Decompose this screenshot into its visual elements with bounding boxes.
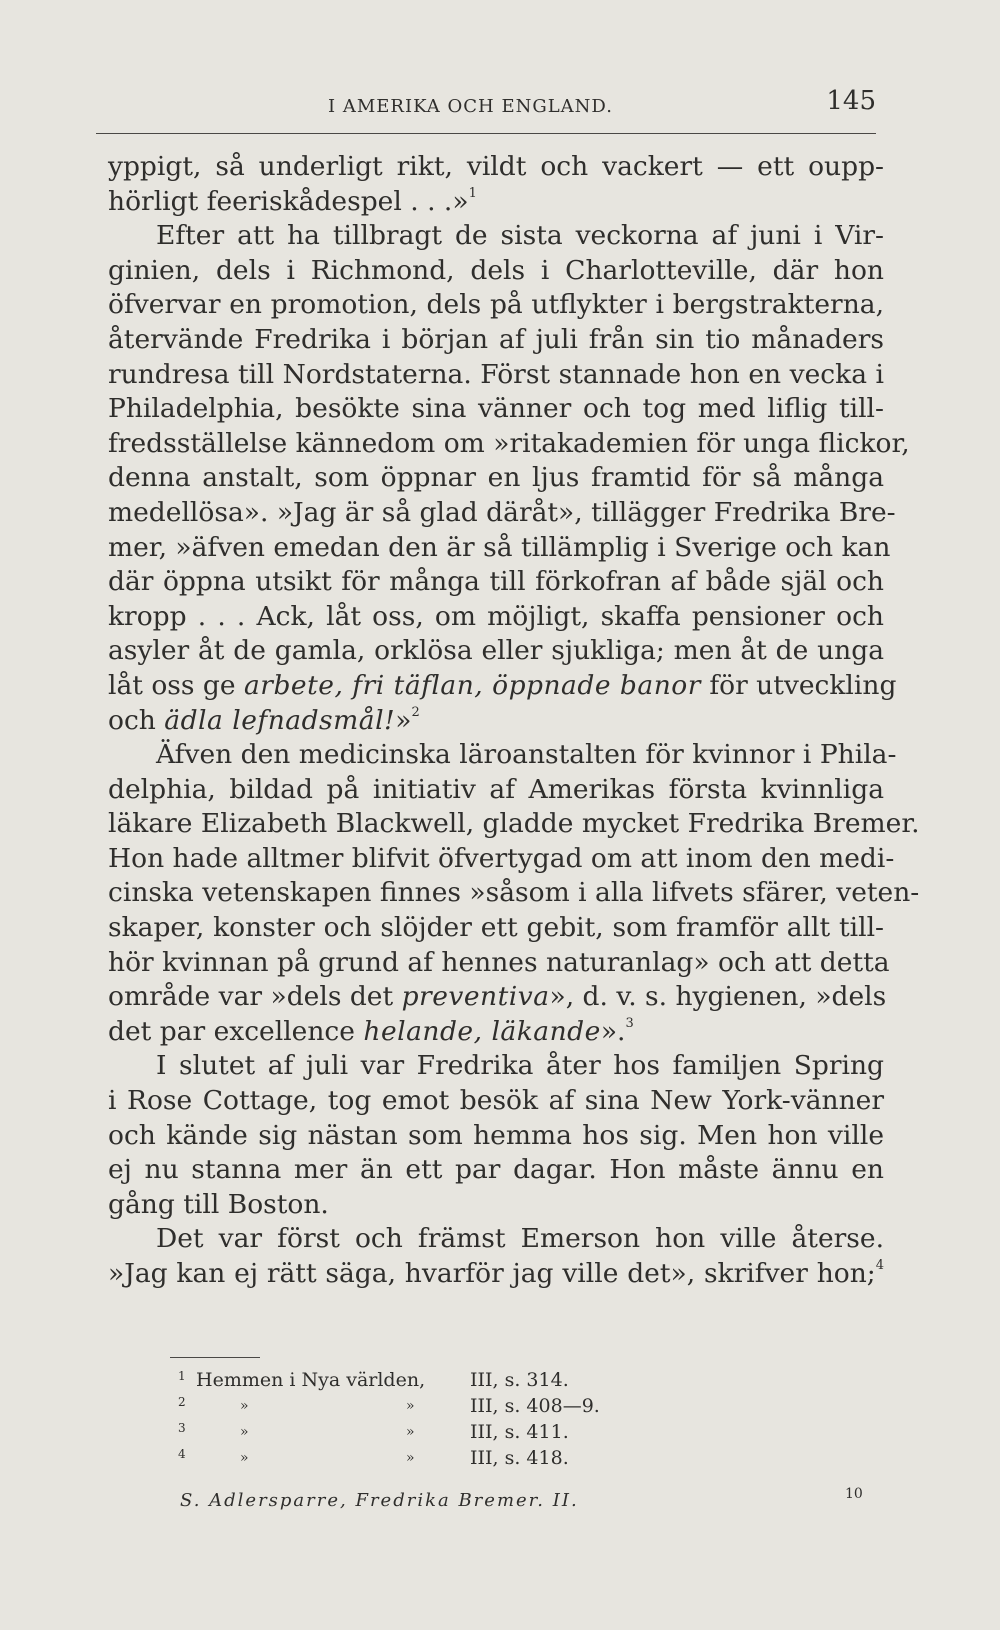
sheet-number: 10 bbox=[845, 1486, 863, 1502]
header-rule bbox=[96, 133, 876, 134]
text-line: medellösa». »Jag är så glad däråt», tillägger Fredrika Bre- bbox=[108, 496, 896, 528]
note-ref: 4 bbox=[875, 1258, 884, 1274]
text-line: Det var först och främst Emerson hon ville återse. bbox=[156, 1223, 884, 1255]
footnote-rule bbox=[170, 1357, 260, 1358]
text-line: område var »dels det preventiva», d. v. s. hygienen, »dels bbox=[108, 981, 887, 1013]
note-ref: 3 bbox=[625, 1016, 634, 1032]
text-line: återvände Fredrika i början af juli från sin tio månaders bbox=[108, 323, 884, 355]
signature-line: S. Adlersparre, Fredrika Bremer. II. bbox=[180, 1490, 579, 1511]
text-line: öfvervar en promotion, dels på utflykter i bergstrakterna, bbox=[108, 289, 884, 321]
text-line: kropp . . . Ack, låt oss, om möjligt, skaffa pensioner och bbox=[108, 600, 884, 632]
note-ref: 1 bbox=[468, 185, 477, 201]
text-line: och ädla lefnadsmål!»$^2$ bbox=[108, 704, 420, 736]
footnote-ref: III, s. 411. bbox=[470, 1421, 569, 1443]
body-text bbox=[108, 150, 920, 1292]
text-line: mer, »äfven emedan den är så tillämplig i Sverige och kan bbox=[108, 531, 891, 563]
text-line: Philadelphia, besökte sina vänner och tog med liflig till- bbox=[108, 393, 884, 425]
text-line: ej nu stanna mer än ett par dagar. Hon måste ännu en bbox=[108, 1154, 884, 1186]
footnote-ref: III, s. 418. bbox=[470, 1447, 569, 1469]
footnote-number: 3 bbox=[178, 1421, 186, 1435]
footnote-number: 1 bbox=[178, 1369, 186, 1383]
footnote-number: 2 bbox=[178, 1395, 186, 1409]
footnote-source: Hemmen i Nya världen, bbox=[196, 1369, 426, 1391]
footnote-ref: III, s. 408—9. bbox=[470, 1395, 600, 1417]
ditto-mark: » bbox=[240, 1450, 249, 1466]
text-line: »Jag kan ej rätt säga, hvarför jag ville det», skrifver hon;$^4$ bbox=[108, 1258, 884, 1289]
footnote-number: 4 bbox=[178, 1447, 186, 1461]
text-line: i Rose Cottage, tog emot besök af sina New York-vänner bbox=[108, 1085, 884, 1117]
text-line: och kände sig nästan som hemma hos sig. Men hon ville bbox=[108, 1119, 884, 1151]
text-line: skaper, konster och slöjder ett gebit, som framför allt till- bbox=[108, 912, 884, 944]
running-title: I AMERIKA OCH ENGLAND. bbox=[328, 96, 613, 117]
italic-phrase: arbete, fri täflan, öppnade banor bbox=[244, 669, 701, 701]
text-line: läkare Elizabeth Blackwell, gladde mycket Fredrika Bremer. bbox=[108, 808, 920, 840]
text-line: I slutet af juli var Fredrika åter hos familjen Spring bbox=[156, 1050, 884, 1082]
text-line: fredsställelse kännedom om »ritakademien för unga flickor, bbox=[108, 427, 910, 459]
ditto-mark: » bbox=[240, 1398, 249, 1414]
italic-phrase: preventiva bbox=[401, 981, 550, 1013]
text-line: där öppna utsikt för många till förkofran af både själ och bbox=[108, 566, 884, 598]
text-line: gång till Boston. bbox=[108, 1188, 329, 1220]
italic-phrase: helande, läkande bbox=[363, 1015, 601, 1047]
text-line: delphia, bildad på initiativ af Amerikas första kvinnliga bbox=[108, 773, 884, 805]
text-line: hörligt feeriskådespel . . .»$^1$ bbox=[108, 185, 477, 217]
page-number: 145 bbox=[826, 86, 876, 116]
ditto-mark: » bbox=[406, 1424, 415, 1440]
footnote-ref: III, s. 314. bbox=[470, 1369, 569, 1391]
text-line: Äfven den medicinska läroanstalten för kvinnor i Phila- bbox=[156, 739, 897, 771]
text-line: cinska vetenskapen finnes »såsom i alla lifvets sfärer, veten- bbox=[108, 877, 920, 909]
italic-phrase: ädla lefnadsmål! bbox=[164, 704, 396, 736]
ditto-mark: » bbox=[406, 1398, 415, 1414]
text-line: asyler åt de gamla, orklösa eller sjukliga; men åt de unga bbox=[108, 635, 884, 667]
text-line: det par excellence helande, läkande».$^3$ bbox=[108, 1015, 634, 1047]
text-line: rundresa till Nordstaterna. Först stannade hon en vecka i bbox=[108, 358, 884, 390]
running-head bbox=[96, 82, 876, 122]
text-line: låt oss ge arbete, fri täflan, öppnade banor för utveckling bbox=[108, 669, 897, 701]
note-ref: 2 bbox=[411, 704, 420, 720]
ditto-mark: » bbox=[240, 1424, 249, 1440]
text-line: Efter att ha tillbragt de sista veckorna af juni i Vir- bbox=[156, 220, 884, 252]
text-line: hör kvinnan på grund af hennes naturanlag» och att detta bbox=[108, 946, 890, 978]
text-line: ginien, dels i Richmond, dels i Charlotteville, där hon bbox=[108, 254, 884, 286]
ditto-mark: » bbox=[406, 1450, 415, 1466]
text-line: yppigt, så underligt rikt, vildt och vackert — ett oupp- bbox=[108, 151, 884, 182]
text-line: denna anstalt, som öppnar en ljus framtid för så många bbox=[108, 462, 884, 494]
text-line: Hon hade alltmer blifvit öfvertygad om att inom den medi- bbox=[108, 842, 895, 874]
